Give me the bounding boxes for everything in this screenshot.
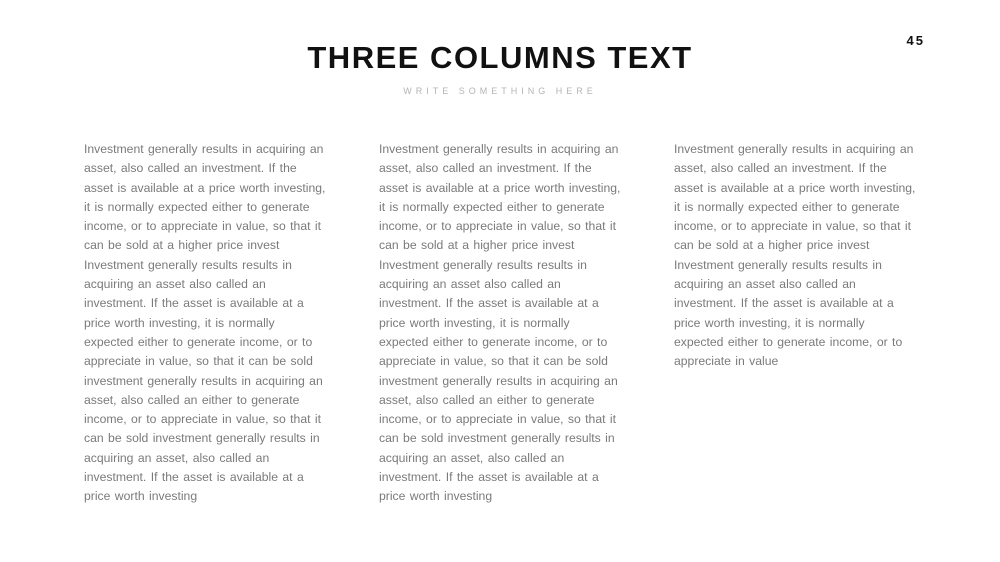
slide-subtitle: WRITE SOMETHING HERE xyxy=(403,86,597,96)
slide-title: THREE COLUMNS TEXT xyxy=(307,40,693,75)
text-column-1: Investment generally results in acquiring an asset, also called an investment. If the asset is available at a price worth investing, it is normally expected either to generate income, or to appreciate in value, so that it can be sold at a higher price invest Investment generally results results in acquiring an asset also called an investment. If the asset is available at a price worth investing, it is normally expected either to generate income, or to appreciate in value, so that it can be sold investment generally results in acquiring an asset, also called an either to generate income, or to appreciate in value, so that it can be sold investment generally results in acquiring an asset, also called an investment. If the asset is available at a price worth investing xyxy=(84,142,326,504)
text-column-3: Investment generally results in acquiring an asset, also called an investment. If the asset is available at a price worth investing, it is normally expected either to generate income, or to appreciate in value, so that it can be sold at a higher price invest Investment generally results results in acquiring an asset also called an investment. If the asset is available at a price worth investing, it is normally expected either to generate income, or to appreciate in value xyxy=(674,142,916,369)
slide-number: 45 xyxy=(906,33,925,48)
text-column-2: Investment generally results in acquiring an asset, also called an investment. If the asset is available at a price worth investing, it is normally expected either to generate income, or to appreciate in value, so that it can be sold at a higher price invest Investment generally results results in acquiring an asset also called an investment. If the asset is available at a price worth investing, it is normally expected either to generate income, or to appreciate in value, so that it can be sold investment generally results in acquiring an asset, also called an either to generate income, or to appreciate in value, so that it can be sold investment generally results in acquiring an asset, also called an investment. If the asset is available at a price worth investing xyxy=(379,142,621,504)
